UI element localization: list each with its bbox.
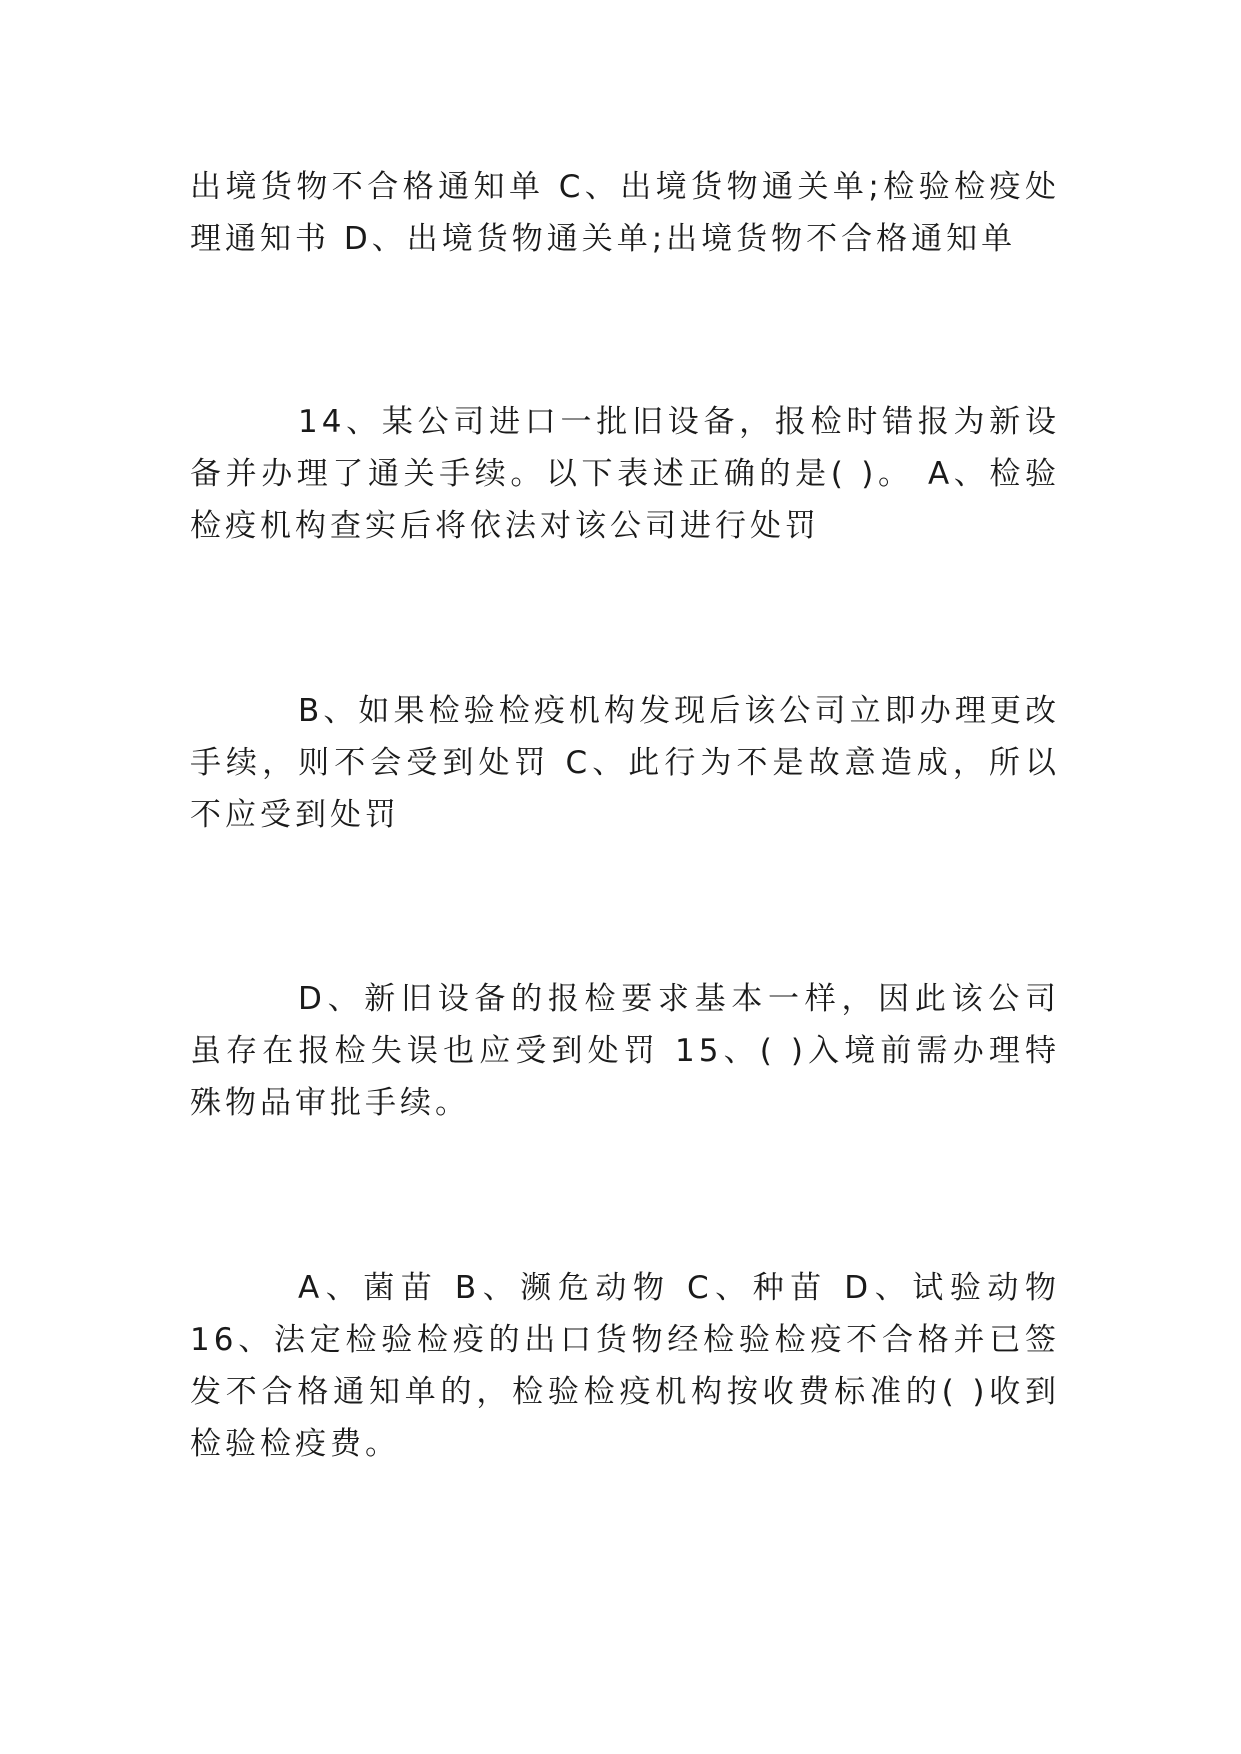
paragraph-options-continued: 出境货物不合格通知单 C、出境货物通关单;检验检疫处理通知书 D、出境货物通关单;出境货物不合格通知单 [190,169,1060,257]
paragraph-question-15: D、新旧设备的报检要求基本一样，因此该公司虽存在报检失误也应受到处罚 15、( )入境前需办理特殊物品审批手续。 [190,981,1060,1121]
paragraph-question-14-options-bc: B、如果检验检疫机构发现后该公司立即办理更改手续，则不会受到处罚 C、此行为不是故意造成，所以不应受到处罚 [190,693,1060,833]
paragraph-question-14: 14、某公司进口一批旧设备，报检时错报为新设备并办理了通关手续。以下表述正确的是( )。 A、检验检疫机构查实后将依法对该公司进行处罚 [190,404,1060,544]
paragraph-question-16: A、菌苗 B、濒危动物 C、种苗 D、试验动物 16、法定检验检疫的出口货物经检验检疫不合格并已签发不合格通知单的，检验检疫机构按收费标准的( )收到检验检疫费。 [190,1270,1060,1462]
